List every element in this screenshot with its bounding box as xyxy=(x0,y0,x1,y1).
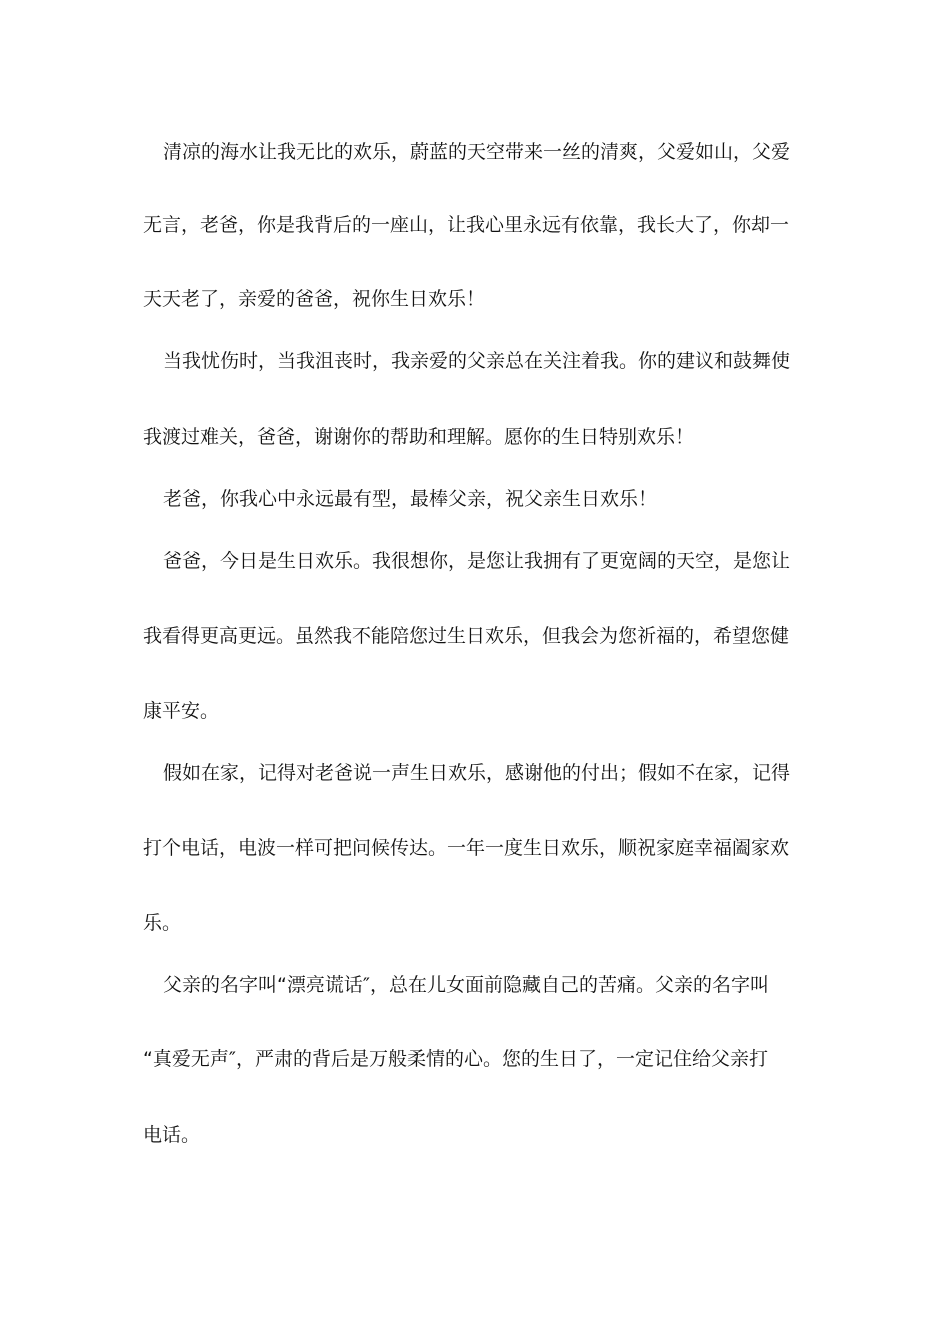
paragraph-4-line-2: 我看得更高更远。虽然我不能陪您过生日欢乐，但我会为您祈福的，希望您健 xyxy=(143,625,790,647)
paragraph-4-line-1: 爸爸，今日是生日欢乐。我很想你，是您让我拥有了更宽阔的天空，是您让 xyxy=(163,550,791,572)
paragraph-1-line-2: 无言，老爸，你是我背后的一座山，让我心里永远有依靠，我长大了，你却一 xyxy=(143,214,790,236)
paragraph-2-line-2: 我渡过难关，爸爸，谢谢你的帮助和理解。愿你的生日特别欢乐！ xyxy=(143,426,695,448)
paragraph-2-line-1: 当我忧伤时，当我沮丧时，我亲爱的父亲总在关注着我。你的建议和鼓舞使 xyxy=(163,350,791,372)
paragraph-1-line-1: 清凉的海水让我无比的欢乐，蔚蓝的天空带来一丝的清爽，父爱如山，父爱 xyxy=(163,141,791,163)
paragraph-5-line-1: 假如在家，记得对老爸说一声生日欢乐，感谢他的付出；假如不在家，记得 xyxy=(163,762,791,784)
paragraph-6-line-2: “真爱无声″，严肃的背后是万般柔情的心。您的生日了，一定记住给父亲打 xyxy=(143,1048,768,1070)
paragraph-6-line-3: 电话。 xyxy=(143,1124,201,1146)
paragraph-5-line-2: 打个电话，电波一样可把问候传达。一年一度生日欢乐，顺祝家庭幸福阖家欢 xyxy=(143,837,790,859)
paragraph-4-line-3: 康平安。 xyxy=(143,700,220,722)
paragraph-1-line-3: 天天老了，亲爱的爸爸，祝你生日欢乐！ xyxy=(143,288,486,310)
paragraph-3-line-1: 老爸，你我心中永远最有型，最棒父亲，祝父亲生日欢乐！ xyxy=(163,488,658,510)
paragraph-5-line-3: 乐。 xyxy=(143,912,182,934)
paragraph-6-line-1: 父亲的名字叫“漂亮谎话″，总在儿女面前隐藏自己的苦痛。父亲的名字叫 xyxy=(163,974,769,996)
